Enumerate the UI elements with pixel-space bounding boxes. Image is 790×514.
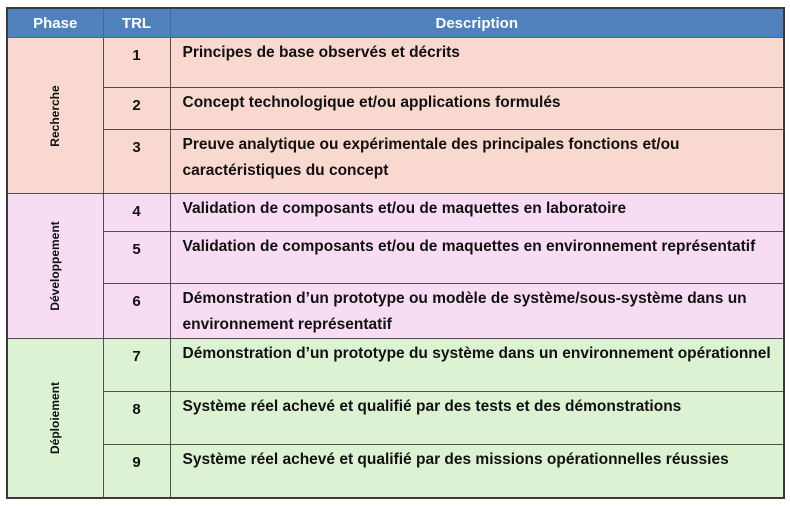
description-cell: Validation de composants et/ou de maquettes en environnement représentatif [170, 232, 784, 284]
trl-cell: 8 [103, 392, 170, 445]
phase-label: Développement [48, 221, 63, 311]
table-row [7, 232, 784, 284]
header-phase: Phase [7, 8, 103, 38]
trl-cell: 7 [103, 339, 170, 392]
header-row [7, 8, 784, 38]
trl-cell: 4 [103, 194, 170, 232]
header-trl: TRL [103, 8, 170, 38]
group-deploiement [7, 339, 784, 498]
group-recherche [7, 38, 784, 194]
table-row [7, 88, 784, 130]
trl-table-container [6, 7, 783, 507]
description-cell: Concept technologique et/ou applications formulés [170, 88, 784, 130]
description-cell: Système réel achevé et qualifié par des tests et des démonstrations [170, 392, 784, 445]
description-cell: Démonstration d’un prototype du système dans un environnement opérationnel [170, 339, 784, 392]
phase-label: Recherche [48, 84, 63, 147]
group-developpement [7, 194, 784, 339]
description-cell: Démonstration d’un prototype ou modèle de système/sous-système dans un environnement représentatif [170, 284, 784, 339]
phase-label: Déploiement [48, 381, 63, 454]
table-row [7, 339, 784, 392]
phase-cell-developpement [7, 194, 103, 339]
trl-cell: 1 [103, 38, 170, 88]
trl-cell: 2 [103, 88, 170, 130]
trl-cell: 5 [103, 232, 170, 284]
trl-cell: 3 [103, 130, 170, 194]
description-cell: Système réel achevé et qualifié par des missions opérationnelles réussies [170, 445, 784, 498]
description-cell: Validation de composants et/ou de maquettes en laboratoire [170, 194, 784, 232]
table-row [7, 38, 784, 88]
phase-cell-recherche [7, 38, 103, 194]
header-description: Description [170, 8, 784, 38]
trl-cell: 9 [103, 445, 170, 498]
table-row [7, 445, 784, 498]
description-cell: Preuve analytique ou expérimentale des principales fonctions et/ou caractéristiques du concept [170, 130, 784, 194]
trl-table [6, 7, 785, 499]
phase-cell-deploiement [7, 339, 103, 498]
table-row [7, 130, 784, 194]
description-cell: Principes de base observés et décrits [170, 38, 784, 88]
table-row [7, 392, 784, 445]
table-row [7, 194, 784, 232]
table-row [7, 284, 784, 339]
trl-cell: 6 [103, 284, 170, 339]
